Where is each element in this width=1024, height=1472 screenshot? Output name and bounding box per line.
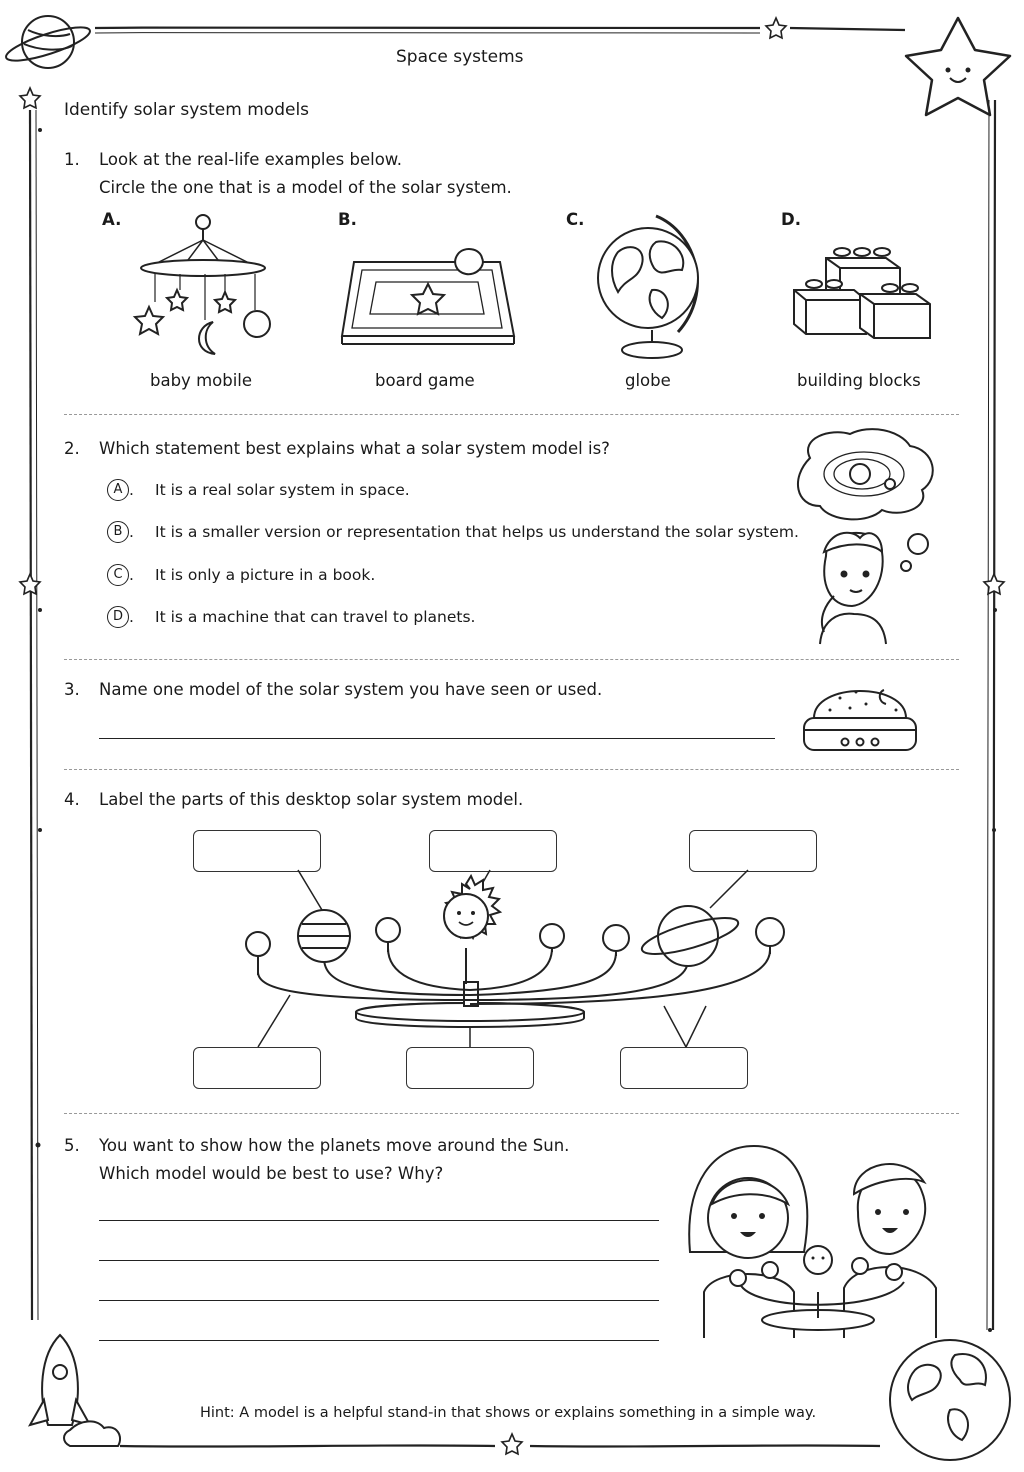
worksheet-subtitle: Identify solar system models — [64, 100, 310, 120]
choice-d-bubble[interactable]: D — [107, 606, 129, 628]
choice-c-bubble[interactable]: C — [107, 564, 129, 586]
q2-number: 2. — [64, 439, 80, 458]
q4-number: 4. — [64, 790, 80, 809]
q5-answer-line-3[interactable] — [99, 1300, 659, 1301]
choice-b-dot: . — [129, 523, 134, 541]
q1-line2: Circle the one that is a model of the solar system. — [99, 178, 512, 197]
option-b-caption: board game — [375, 371, 475, 390]
divider — [64, 1113, 959, 1114]
choice-b-text: It is a smaller version or representation that helps us understand the solar system. — [155, 523, 799, 541]
q5-answer-line-2[interactable] — [99, 1260, 659, 1261]
q2-question: Which statement best explains what a solar system model is? — [99, 439, 610, 458]
option-d-letter: D. — [781, 210, 801, 229]
q5-number: 5. — [64, 1136, 80, 1155]
choice-a-text: It is a real solar system in space. — [155, 481, 410, 499]
option-a-caption: baby mobile — [150, 371, 253, 390]
choice-b-bubble[interactable]: B — [107, 521, 129, 543]
choice-c-text: It is only a picture in a book. — [155, 566, 376, 584]
option-b-letter: B. — [338, 210, 357, 229]
q3-question: Name one model of the solar system you have seen or used. — [99, 680, 603, 699]
choice-c-dot: . — [129, 566, 134, 584]
children-with-model-illustration — [684, 1142, 946, 1338]
option-a-letter: A. — [102, 210, 122, 229]
q5-answer-line-1[interactable] — [99, 1220, 659, 1221]
option-c-letter: C. — [566, 210, 585, 229]
q5-line2: Which model would be best to use? Why? — [99, 1164, 444, 1183]
q1-line1: Look at the real-life examples below. — [99, 150, 403, 169]
q1-number: 1. — [64, 150, 80, 169]
choice-d-dot: . — [129, 608, 134, 626]
q4-question: Label the parts of this desktop solar system model. — [99, 790, 524, 809]
hint-text: Hint: A model is a helpful stand-in that shows or explains something in a simple way. — [200, 1405, 817, 1421]
choice-d-text: It is a machine that can travel to planets. — [155, 608, 476, 626]
page-title: Space systems — [396, 47, 524, 67]
q5-line1: You want to show how the planets move around the Sun. — [99, 1136, 570, 1155]
choice-a-bubble[interactable]: A — [107, 479, 129, 501]
choice-a-dot: . — [129, 481, 134, 499]
q5-answer-line-4[interactable] — [99, 1340, 659, 1341]
option-c-caption: globe — [625, 371, 671, 390]
q3-number: 3. — [64, 680, 80, 699]
option-d-caption: building blocks — [797, 371, 921, 390]
